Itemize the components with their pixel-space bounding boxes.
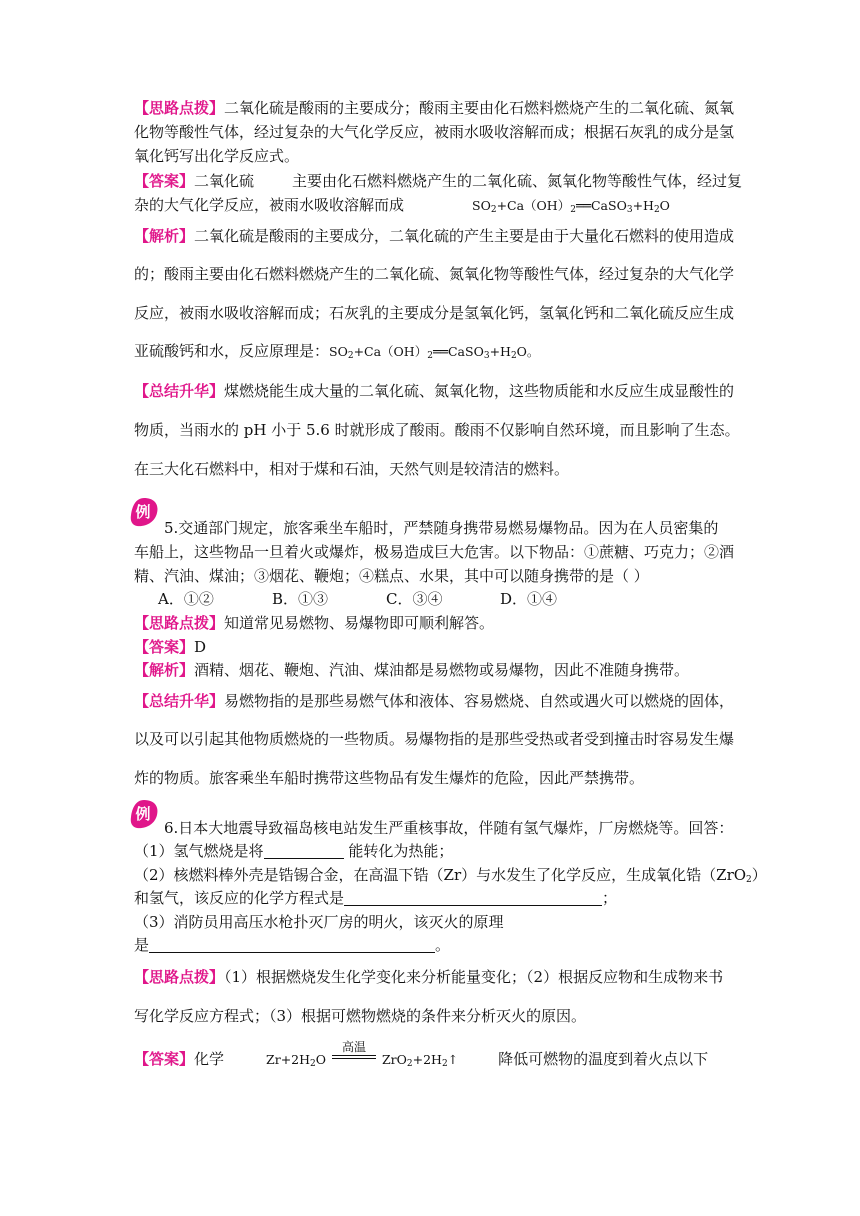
q5-stem-line-3: 精、汽油、煤油；③烟花、鞭炮；④糕点、水果，其中可以随身携带的是（ ）	[134, 567, 649, 585]
q4-hint-line-3: 氧化钙写出化学反应式。	[134, 147, 300, 165]
q5-hint: 【思路点拨】知道常见易燃物、易爆物即可顺利解答。	[134, 614, 495, 632]
hint-tag: 【思路点拨】	[134, 99, 225, 117]
q5-options	[158, 589, 557, 609]
q5-stem-line-1: 5.交通部门规定，旅客乘坐车船时，严禁随身携带易燃易爆物品。因为在人员密集的	[164, 519, 719, 537]
so2-equation-analysis: $SO_2+Ca(OH)_2══CaSO_3+H_2O$。	[329, 344, 540, 361]
answer-tag: 【答案】	[134, 172, 195, 190]
q4-analysis-line-4: 亚硫酸钙和水，反应原理是：$SO_2+Ca(OH)_2══CaSO_3+H_2O$。	[134, 342, 540, 361]
so2-equation: $SO_2+Ca(OH)_2══CaSO_3+H_2O$	[472, 198, 670, 215]
q4-answer-line-2: 杂的大气化学反应，被雨水吸收溶解而成 $SO_2+Ca(OH)_2══CaSO_3+H_2O$	[134, 196, 670, 215]
q4-answer-line-1: 【答案】二氧化硫 主要由化石燃料燃烧产生的二氧化硫、氮氧化物等酸性气体，经过复	[134, 172, 743, 190]
q4-hint-line-2: 化物等酸性气体，经过复杂的大气化学反应，被雨水吸收溶解而成；根据石灰乳的成分是氢	[134, 123, 735, 141]
q4-analysis-line-1: 【解析】二氧化硫是酸雨的主要成分，二氧化硫的产生主要是由于大量化石燃料的使用造成	[134, 227, 735, 245]
q5-answer: 【答案】D	[134, 638, 207, 656]
q6-hint-line-2: 写化学反应方程式；（3）根据可燃物燃烧的条件来分析灭火的原因。	[134, 1007, 587, 1025]
q4-analysis-line-2: 的；酸雨主要由化石燃料燃烧产生的二氧化硫、氮氧化物等酸性气体，经过复杂的大气化学	[134, 265, 735, 283]
q4-analysis-line-3: 反应，被雨水吸收溶解而成；石灰乳的主要成分是氢氧化钙，氢氧化钙和二氧化硫反应生成	[134, 304, 735, 322]
reaction-condition: 高温	[330, 1046, 378, 1066]
summary-tag: 【总结升华】	[134, 382, 225, 400]
q5-analysis: 【解析】酒精、烟花、鞭炮、汽油、煤油都是易燃物或易爆物，因此不准随身携带。	[134, 661, 690, 679]
q6-part-1: （1）氢气燃烧是将 能转化为热能；	[134, 842, 454, 860]
q4-summary-line-2: 物质，当雨水的 pH 小于 5.6 时就形成了酸雨。酸雨不仅影响自然环境，而且影响了生态。	[134, 421, 740, 439]
q6-stem: 6.日本大地震导致福岛核电站发生严重核事故，伴随有氢气爆炸，厂房燃烧等。回答：	[164, 819, 734, 837]
q6-part-2-line-2: 和氢气，该反应的化学方程式是 ；	[134, 889, 618, 907]
q4-summary-line-1: 【总结升华】煤燃烧能生成大量的二氧化硫、氮氧化物，这些物质能和水反应生成显酸性的	[134, 382, 735, 400]
q6-part-3-line-1: （3）消防员用高压水枪扑灭厂房的明火，该灭火的原理	[134, 913, 504, 931]
q6-part-2-line-1: （2）核燃料棒外壳是锆锡合金，在高温下锆（Zr）与水发生了化学反应，生成氧化锆（ZrO$_2$）	[134, 866, 767, 885]
example-badge-icon	[128, 496, 160, 528]
option-a: A．①②	[158, 590, 214, 608]
answer-blank-2[interactable]	[344, 891, 602, 906]
q4-hint-line-1: 【思路点拨】二氧化硫是酸雨的主要成分；酸雨主要由化石燃料燃烧产生的二氧化硫、氮氧	[134, 99, 735, 117]
q5-summary-line-3: 炸的物质。旅客乘坐车船时携带这些物品有发生爆炸的危险，因此严禁携带。	[134, 769, 645, 787]
zr-equation: $Zr+2H_2O$ 高温 $ZrO_2+2H_2↑$	[266, 1040, 459, 1069]
svg-text:例: 例	[135, 805, 151, 823]
svg-text:例: 例	[135, 503, 151, 521]
q4-summary-line-3: 在三大化石燃料中，相对于煤和石油，天然气则是较清洁的燃料。	[134, 460, 570, 478]
option-c: C．③④	[386, 590, 443, 608]
answer-blank-1[interactable]	[264, 844, 344, 859]
q5-summary-line-2: 以及可以引起其他物质燃烧的一些物质。易爆物指的是那些受热或者受到撞击时容易发生爆	[134, 730, 735, 748]
analysis-tag: 【解析】	[134, 227, 195, 245]
q5-summary-line-1: 【总结升华】易燃物指的是那些易燃气体和液体、容易燃烧、自然或遇火可以燃烧的固体，	[134, 692, 735, 710]
example-badge-icon	[128, 798, 160, 830]
answer-blank-3[interactable]	[149, 938, 435, 953]
q5-stem-line-2: 车船上，这些物品一旦着火或爆炸，极易造成巨大危害。以下物品：①蔗糖、巧克力；②酒	[134, 543, 735, 561]
q6-hint-line-1: 【思路点拨】（1）根据燃烧发生化学变化来分析能量变化；（2）根据反应物和生成物来书	[134, 968, 724, 986]
option-d: D．①④	[500, 590, 558, 608]
option-b: B．①③	[272, 590, 329, 608]
q6-part-3-line-2: 是 。	[134, 936, 451, 954]
q6-answer: 【答案】化学 $Zr+2H_2O$ 高温 $ZrO_2+2H_2↑$ 降低可燃物的温度到着火点以下	[134, 1040, 709, 1069]
